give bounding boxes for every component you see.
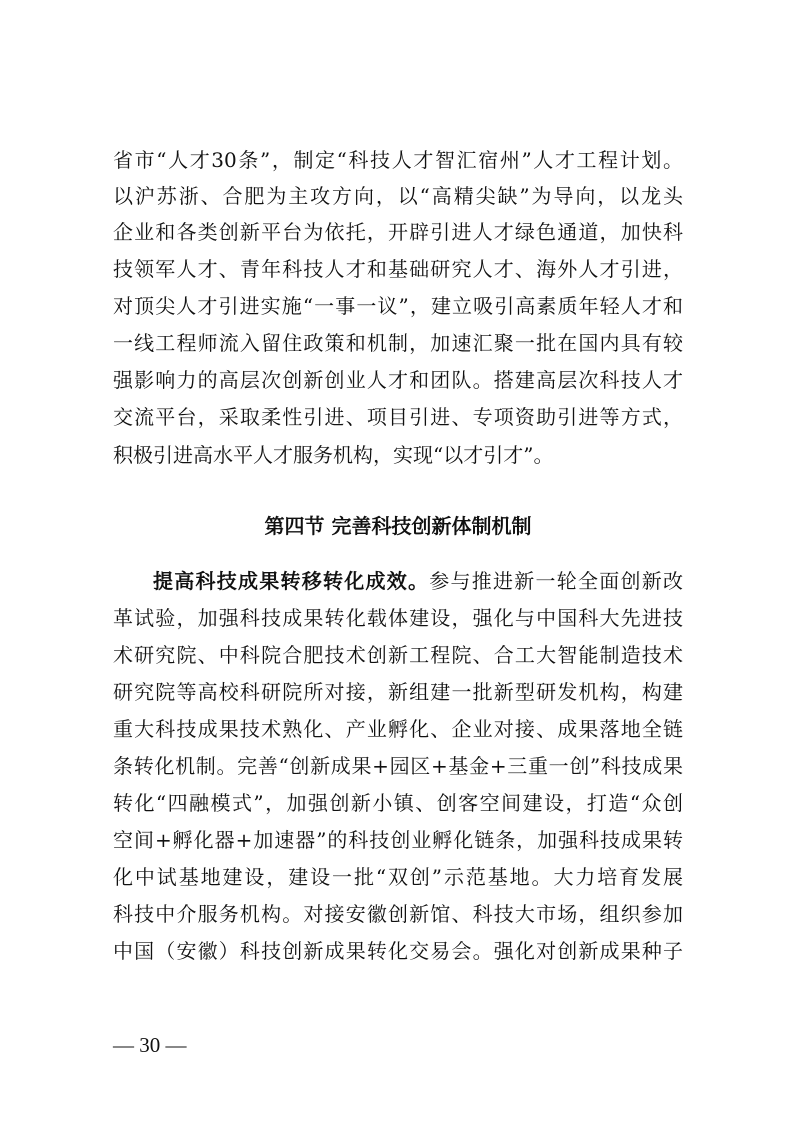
paragraph-2-line: 重大科技成果技术熟化、产业孵化、企业对接、成果落地全链 xyxy=(113,717,683,741)
paragraph-2-line: 研究院等高校科研院所对接，新组建一批新型研发机构，构建 xyxy=(113,680,683,704)
section-heading: 第四节 完善科技创新体制机制 xyxy=(264,514,532,538)
paragraph-2-line: 革试验，加强科技成果转化载体建设，强化与中国科大先进技 xyxy=(113,606,683,630)
paragraph-2-line: 空间+孵化器+加速器”的科技创业孵化链条，加强科技成果转 xyxy=(113,828,683,852)
paragraph-2-line: 中国（安徽）科技创新成果转化交易会。强化对创新成果种子 xyxy=(113,939,683,963)
paragraph-1-line: 对顶尖人才引进实施“一事一议”，建立吸引高素质年轻人才和 xyxy=(113,294,683,318)
paragraph-2-line: 科技中介服务机构。对接安徽创新馆、科技大市场，组织参加 xyxy=(113,902,683,926)
paragraph-1-line: 技领军人才、青年科技人才和基础研究人才、海外人才引进， xyxy=(113,257,683,281)
paragraph-2-line: 转化“四融模式”，加强创新小镇、创客空间建设，打造“众创 xyxy=(113,791,683,815)
paragraph-1-line: 交流平台，采取柔性引进、项目引进、专项资助引进等方式， xyxy=(113,405,683,429)
paragraph-2-first-line xyxy=(153,563,683,599)
paragraph-2-line: 化中试基地建设，建设一批“双创”示范基地。大力培育发展 xyxy=(113,865,683,889)
paragraph-1-line: 强影响力的高层次创新创业人才和团队。搭建高层次科技人才 xyxy=(113,368,683,392)
paragraph-1-line: 以沪苏浙、合肥为主攻方向，以“高精尖缺”为导向，以龙头 xyxy=(113,184,683,208)
paragraph-2-lead: 提高科技成果转移转化成效。 xyxy=(153,569,430,593)
paragraph-1-line: 一线工程师流入留住政策和机制，加速汇聚一批在国内具有较 xyxy=(113,331,683,355)
paragraph-1-line: 省市“人才30条”，制定“科技人才智汇宿州”人才工程计划。 xyxy=(113,148,683,172)
page-number: — 30 — xyxy=(113,1033,187,1057)
paragraph-2-line: 术研究院、中科院合肥技术创新工程院、合工大智能制造技术 xyxy=(113,643,683,667)
paragraph-1-line: 积极引进高水平人才服务机构，实现“以才引才”。 xyxy=(113,443,554,467)
paragraph-2-first-line-rest: 参与推进新一轮全面创新改 xyxy=(429,569,683,593)
paragraph-1-line: 企业和各类创新平台为依托，开辟引进人才绿色通道，加快科 xyxy=(113,220,683,244)
paragraph-2-line: 条转化机制。完善“创新成果+园区+基金+三重一创”科技成果 xyxy=(113,754,683,778)
